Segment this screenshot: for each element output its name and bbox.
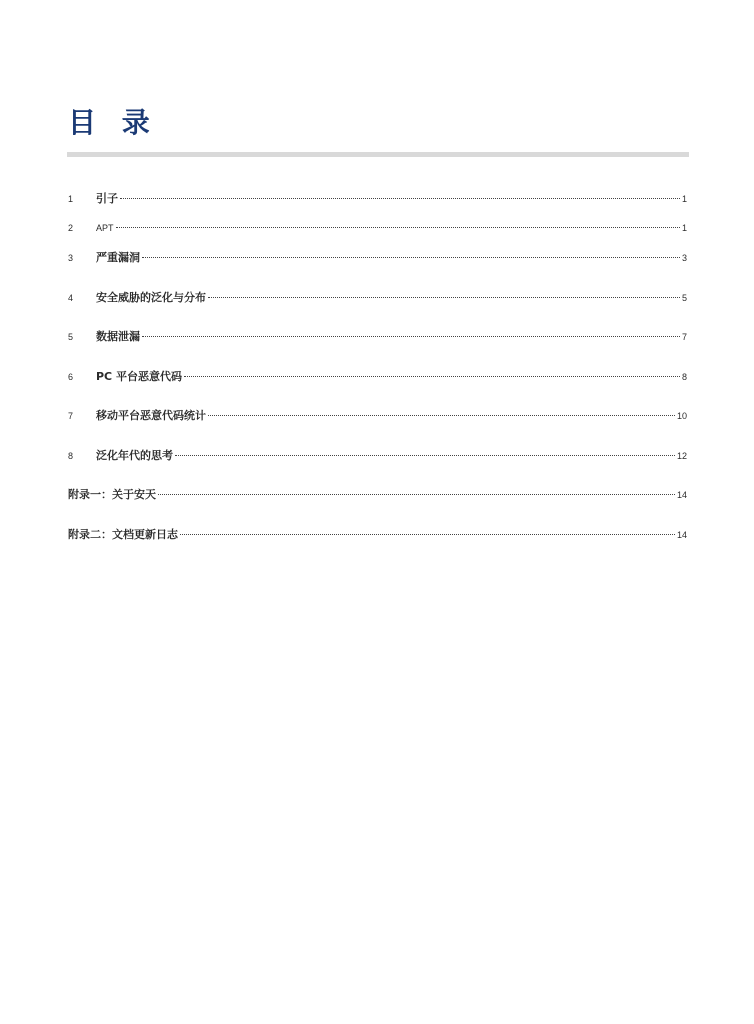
toc-entry-1[interactable] — [68, 190, 687, 208]
toc-entry-label[interactable]: PC 平台恶意代码 — [96, 370, 182, 383]
title-divider — [67, 152, 689, 157]
toc-entry-page: 14 — [676, 490, 687, 500]
toc-entry-page: 3 — [681, 253, 687, 263]
page-title: 目 录 — [68, 106, 158, 139]
toc-entry-page: 12 — [676, 451, 687, 461]
toc-entry-page: 1 — [681, 223, 687, 233]
dot-leader — [208, 297, 680, 298]
toc-entry-number: 1 — [68, 194, 74, 204]
toc-entry-page: 14 — [676, 530, 687, 540]
toc-entry-label[interactable]: 引子 — [96, 192, 118, 205]
toc-entry-3[interactable] — [68, 249, 687, 267]
toc-entry-label[interactable]: 安全威胁的泛化与分布 — [96, 291, 206, 304]
dot-leader — [158, 494, 675, 495]
toc-entry-6[interactable] — [68, 368, 687, 386]
toc-entry-appendix-2[interactable] — [68, 526, 687, 544]
toc-entry-number: 3 — [68, 253, 74, 263]
dot-leader — [116, 227, 680, 228]
toc-entry-page: 10 — [676, 411, 687, 421]
dot-leader — [142, 257, 680, 258]
toc-entry-4[interactable] — [68, 289, 687, 307]
toc-entry-7[interactable] — [68, 407, 687, 425]
toc-entry-number: 6 — [68, 372, 74, 382]
toc-entry-number: 7 — [68, 411, 74, 421]
toc-entry-label[interactable]: 附录一：关于安天 — [68, 488, 156, 501]
toc-entry-label[interactable]: 数据泄漏 — [96, 330, 140, 343]
toc-entry-5[interactable] — [68, 328, 687, 346]
toc-entry-appendix-1[interactable] — [68, 486, 687, 504]
dot-leader — [175, 455, 675, 456]
toc-entry-number: 4 — [68, 293, 74, 303]
toc-entry-label[interactable]: APT — [96, 223, 114, 233]
toc-entry-number: 5 — [68, 332, 74, 342]
toc-entry-page: 7 — [681, 332, 687, 342]
toc-entry-2[interactable] — [68, 219, 687, 237]
toc-entry-label[interactable]: 严重漏洞 — [96, 251, 140, 264]
toc-entry-page: 1 — [681, 194, 687, 204]
toc-entry-page: 5 — [681, 293, 687, 303]
dot-leader — [208, 415, 675, 416]
dot-leader — [180, 534, 675, 535]
dot-leader — [142, 336, 680, 337]
dot-leader — [120, 198, 680, 199]
toc-entry-label[interactable]: 泛化年代的思考 — [96, 449, 173, 462]
toc-entry-number: 8 — [68, 451, 74, 461]
toc-entry-label[interactable]: 移动平台恶意代码统计 — [96, 409, 206, 422]
toc-entry-page: 8 — [681, 372, 687, 382]
toc-entry-8[interactable] — [68, 447, 687, 465]
dot-leader — [184, 376, 680, 377]
toc-entry-number: 2 — [68, 223, 74, 233]
toc-entry-label[interactable]: 附录二：文档更新日志 — [68, 528, 178, 541]
